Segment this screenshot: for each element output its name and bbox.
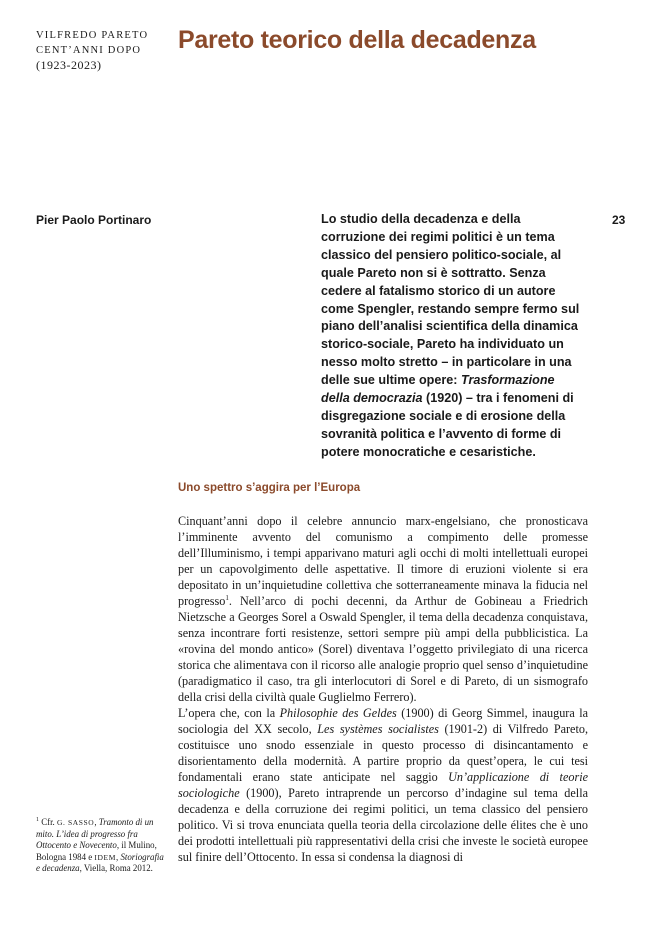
text-run: L’opera che, con la (178, 706, 280, 720)
abstract-text-1: Lo studio della decadenza e della corruzione dei regimi politici è un tema classico del pensiero politico-sociale, al quale Pareto non si è sottratto. Senza cedere al fatalismo storico di un autore come Spengler, restando sempre fermo sul piano dell’analisi scientifica della dinamica storico-sociale, Pareto ha individuato un nesso molto stretto – in particolare in una delle sue ultime opere: (321, 212, 580, 388)
footnote (36, 817, 164, 875)
series-subtitle: CENT’ANNI DOPO (36, 45, 142, 56)
text-run: , il Mulino, Bologna 1984 e (36, 840, 157, 862)
series-header (36, 28, 166, 73)
body-text (178, 513, 588, 865)
abstract-work-title: Trasformazione della democrazia (321, 373, 555, 406)
text-run: . Nell’arco di pochi decenni, da Arthur de Gobineau a Friedrich Nietzsche a Georges Sorel a Oswald Spengler, il tema della decadenza conquistava, senza incontrare forti resistenze, settori sempre più ampi della pubblicistica. La «rovina del mondo antico» (Sorel) diventava l’oggetto privilegiato di una ricerca storica che alimentava con il ricorso alle analogie proprio quel senso d’inquietudine (paradigmatico il caso, tra gli interlocutori di Sorel e di Pareto, di un sismografo della crisi della civiltà quale Guglielmo Ferrero). (178, 594, 588, 704)
series-name: VILFREDO PARETO (36, 30, 149, 41)
page-title: Pareto teorico della decadenza (178, 26, 536, 54)
text-run: (1900) di Georg Simmel, inaugura la sociologia del XX secolo, (178, 706, 588, 736)
work-title: Les systèmes socialistes (317, 722, 439, 736)
text-run: Cinquant’anni dopo il celebre annuncio marx-engelsiano, che pronosticava l’imminente avvento del comunismo a compimento delle promesse dell’Illuminismo, i tempi apparivano maturi agli occhi di molti intellettuali europei per un capovolgimento delle aspettative. Il timore di eruzioni violente si era depositato in un’inquietudine collettiva che sotterraneamente minava la fiducia nel progresso (178, 514, 588, 608)
footnote-number: 1 (36, 817, 39, 824)
work-title: Un’applicazione di teorie sociologiche (178, 770, 588, 800)
work-title: Storiografia e decadenza (36, 851, 164, 874)
text-run: Cfr. (39, 817, 57, 827)
series-years: (1923-2023) (36, 58, 102, 72)
paragraph (178, 705, 588, 865)
abstract-text-2: (1920) – tra i fenomeni di disgregazione sociale e di erosione della sovranità politica e l’avvento di forme di potere monocratiche e cesaristiche. (321, 391, 574, 459)
abstract (321, 211, 583, 462)
page-number: 23 (612, 213, 626, 227)
section-heading: Uno spettro s’aggira per l’Europa (178, 482, 361, 494)
work-title: Philosophie des Geldes (279, 706, 397, 720)
footnote-author: IDEM (94, 852, 116, 862)
text-run: , Viella, Roma 2012. (79, 863, 153, 874)
footnote-ref: 1 (225, 593, 229, 602)
text-run: (1901-2) di Vilfredo Pareto, costituisce uno snodo essenziale in questo processo di disincantamento e disorientamento della modernità. A partire proprio da quest’opera, le cui tesi fondamentali erano state anticipate nel saggio (178, 722, 588, 784)
text-run: (1900), Pareto intraprende un percorso d’indagine sul tema della decadenza e della corruzione dei regimi politici, un tema classico del pensiero politico. Vi si trova enunciata quella teoria della circolazione delle élites che è uno dei prodotti intellettuali più rappresentativi della crisi che investe le società europee sul finire dell’Ottocento. In essa si condensa la diagnosi di (178, 786, 588, 864)
author-name: Pier Paolo Portinaro (36, 213, 152, 227)
text-run: , (116, 851, 121, 862)
text-run: , (94, 817, 99, 827)
work-title: Tramonto di un mito. L’idea di progresso fra Ottocento e Novecento (36, 817, 154, 851)
paragraph (178, 513, 588, 705)
footnote-author: G. SASSO (57, 818, 95, 827)
